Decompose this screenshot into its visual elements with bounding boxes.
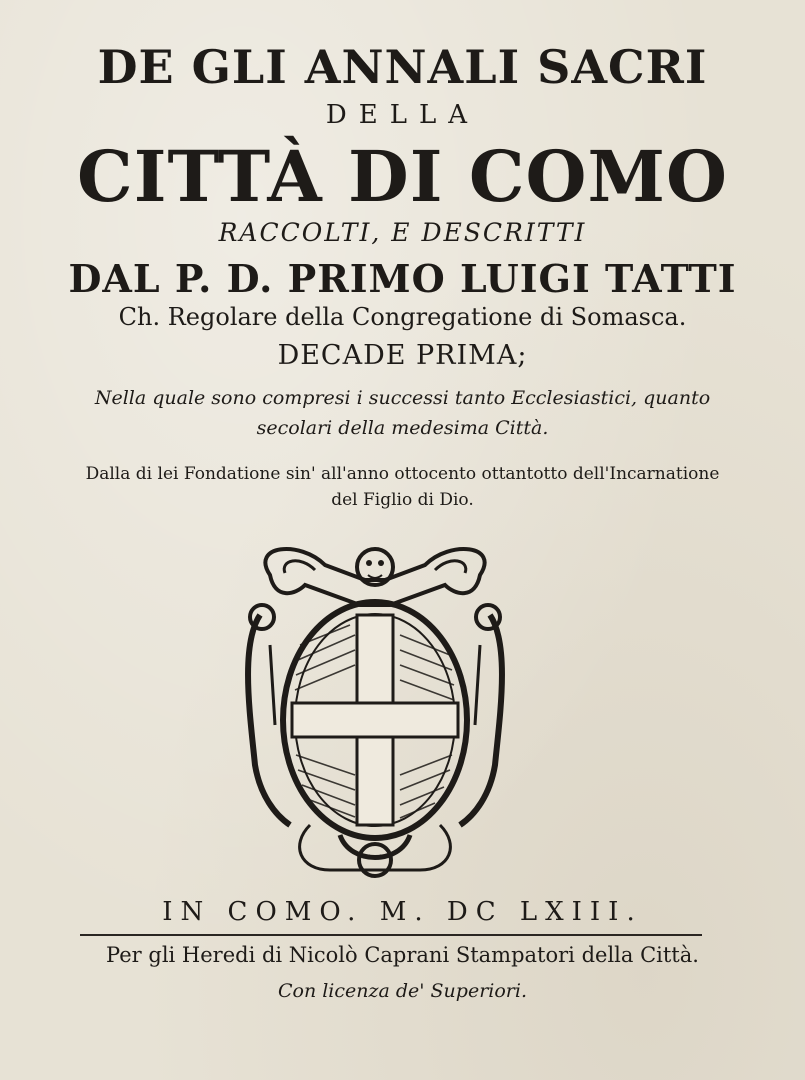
decade-line: DECADE PRIMA; [277, 340, 528, 371]
scope-line-1: Dalla di lei Fondatione sin' all'anno ottocento ottantotto dell'Incarnatione [85, 464, 720, 484]
title-line-1: DE GLI ANNALI SACRI [97, 40, 708, 94]
imprint-place: IN COMO. M. DC LXIII. [162, 897, 643, 927]
title-line-3: CITTÀ DI COMO [77, 135, 728, 218]
description-line-2: secolari della medesima Città. [256, 417, 549, 439]
author-line: DAL P. D. PRIMO LUIGI TATTI [68, 256, 737, 301]
license-line: Con licenza de' Superiori. [277, 980, 528, 1002]
printer-line: Per gli Heredi di Nicolò Caprani Stampatori della Città. [106, 943, 699, 967]
author-affiliation: Ch. Regolare della Congregatione di Somasca. [118, 303, 687, 331]
subtitle-line: RACCOLTI, E DESCRITTI [218, 218, 587, 247]
coat-of-arms-icon [230, 535, 520, 890]
scope-line-2: del Figlio di Dio. [331, 490, 474, 510]
imprint-rule [80, 934, 702, 936]
title-line-2: DELLA [325, 100, 480, 130]
description-line-1: Nella quale sono compresi i successi tanto Ecclesiastici, quanto [94, 387, 711, 409]
